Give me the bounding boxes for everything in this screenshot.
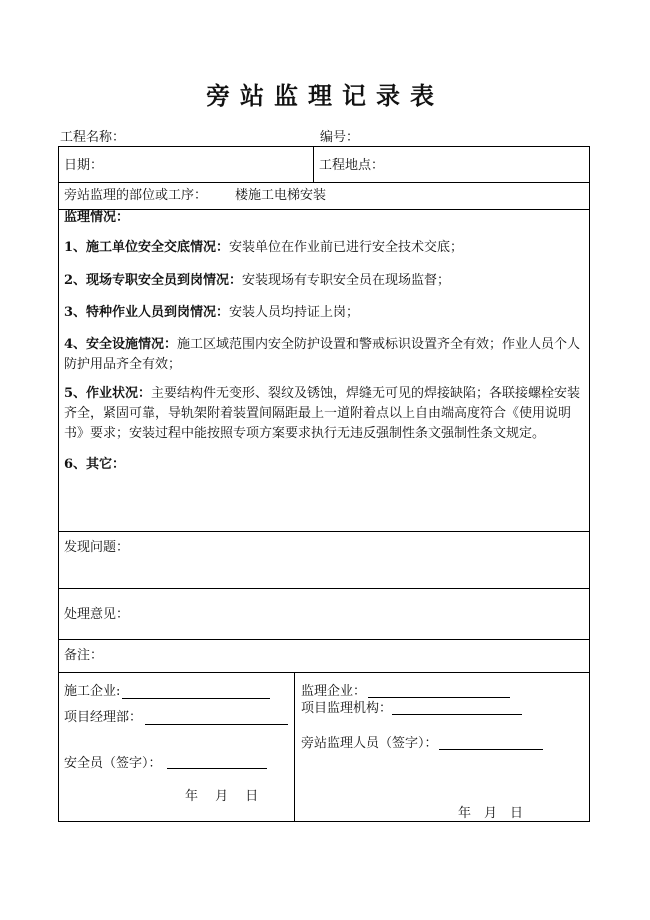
safety-officer-signature-field[interactable] <box>167 754 267 769</box>
supervision-item <box>64 238 586 258</box>
part-label: 旁站监理的部位或工序： <box>64 188 208 203</box>
column-divider <box>294 672 295 822</box>
project-name-label: 工程名称： <box>60 130 126 145</box>
row-divider <box>58 182 590 183</box>
construction-company-field[interactable] <box>122 684 270 699</box>
issues-label: 发现问题： <box>64 540 130 555</box>
item-text: 安装现场有专职安全员在现场监督； <box>242 273 451 288</box>
project-manager-field[interactable] <box>145 710 288 725</box>
row-divider <box>58 588 590 589</box>
supervision-item <box>64 455 586 475</box>
item-label: 4、安全设施情况： <box>64 337 178 352</box>
item-label: 3、特种作业人员到岗情况： <box>64 305 230 320</box>
supervision-org-label: 项目监理机构： <box>301 701 393 716</box>
supervisor-label: 旁站监理人员（签字）： <box>301 736 438 751</box>
row-divider <box>58 672 590 673</box>
right-date-label: 年 月 日 <box>458 806 524 821</box>
item-label: 2、现场专职安全员到岗情况： <box>64 273 243 288</box>
row-divider <box>58 531 590 532</box>
page-title: 旁站监理记录表 <box>206 81 444 110</box>
number-label: 编号： <box>320 130 360 145</box>
safety-officer-label: 安全员（签字）： <box>64 756 162 771</box>
supervision-item <box>64 303 586 323</box>
item-label: 6、其它： <box>64 457 126 472</box>
supervision-heading: 监理情况： <box>64 210 130 225</box>
supervisor-signature-field[interactable] <box>439 735 543 750</box>
supervision-item <box>64 271 586 291</box>
supervision-item <box>64 384 586 444</box>
date-label: 日期： <box>64 158 104 173</box>
item-label: 1、施工单位安全交底情况： <box>64 240 230 255</box>
row-divider <box>58 639 590 640</box>
item-text: 施工区域范围内安全防护设置和警戒标识设置齐全有效；作业人员个人防护用品齐全有效； <box>64 337 581 372</box>
location-label: 工程地点： <box>319 158 385 173</box>
construction-company-label: 施工企业: <box>64 684 121 699</box>
left-date-label: 年 月 日 <box>185 789 259 804</box>
item-text: 主要结构件无变形、裂纹及锈蚀，焊缝无可见的焊接缺陷；各联接螺栓安装齐全，紧固可靠，导轨架附着装置间隔距最上一道附着点以上自由端高度符合《使用说明书》要求；安装过程中能按照专项方案要求执行无违反强制性条文强制性条文规定。 <box>64 386 581 441</box>
supervision-org-field[interactable] <box>392 700 522 715</box>
supervision-company-field[interactable] <box>368 683 510 698</box>
remarks-label: 备注： <box>64 648 104 663</box>
project-manager-label: 项目经理部： <box>64 710 143 725</box>
part-value: 楼施工电梯安装 <box>235 188 327 203</box>
item-text: 安装单位在作业前已进行安全技术交底； <box>229 240 464 255</box>
item-label: 5、作业状况： <box>64 386 152 401</box>
item-text: 安装人员均持证上岗； <box>229 305 360 320</box>
supervision-item <box>64 335 586 375</box>
row-divider <box>58 209 590 210</box>
opinion-label: 处理意见： <box>64 607 130 622</box>
column-divider <box>313 146 314 182</box>
supervision-company-label: 监理企业： <box>301 684 367 699</box>
